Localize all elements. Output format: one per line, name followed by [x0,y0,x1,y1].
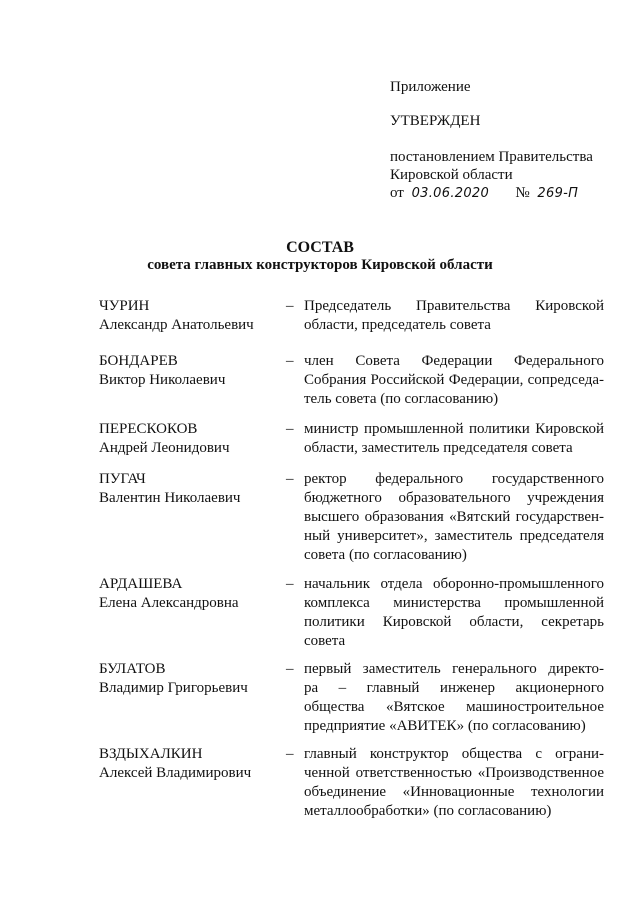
decree-date-row [390,184,578,203]
member-surname: АРДАШЕВА [99,576,183,592]
member-role-line: объединение «Инновационные технологии [304,784,604,800]
document-subtitle: совета главных конструкторов Кировской области [147,257,493,273]
member-role [304,575,604,651]
decree-line-1: постановлением Правительства [390,149,593,165]
member-role-line: политики Кировской области, секретарь [304,614,604,630]
member-name-block [99,420,279,458]
member-dash: – [286,576,294,592]
member-given-names: Александр Анатольевич [99,317,254,333]
member-role [304,420,604,458]
document-title: СОСТАВ [286,239,354,256]
member-surname: ЧУРИН [99,298,150,314]
member-role-line: комплекса министерства промышленной [304,595,604,611]
member-dash: – [286,661,294,677]
member-role-line: предприятие «АВИТЕК» (по согласованию) [304,718,586,734]
member-role-line: министр промышленной политики Кировской [304,421,604,437]
member-role-line: начальник отдела оборонно-промышленного [304,576,604,592]
member-role [304,470,604,565]
member-surname: ВЗДЫХАЛКИН [99,746,203,762]
decree-date: 03.06.2020 [411,186,490,201]
member-role [304,297,604,335]
member-role-line: тель совета (по согласованию) [304,391,499,407]
member-name-block [99,575,279,613]
member-given-names: Елена Александровна [99,595,239,611]
member-role-line: Председатель Правительства Кировской [304,298,604,314]
member-given-names: Андрей Леонидович [99,440,230,456]
member-dash: – [286,471,294,487]
member-role-line: член Совета Федерации Федерального [304,353,604,369]
member-surname: ПУГАЧ [99,471,146,487]
member-role [304,352,604,409]
member-given-names: Алексей Владимирович [99,765,252,781]
approved-label: УТВЕРЖДЕН [390,113,481,129]
member-role-line: первый заместитель генерального директо- [304,661,604,677]
member-name-block [99,470,279,508]
member-role-line: общества «Вятское машиностроительное [304,699,604,715]
member-role [304,745,604,821]
member-role-line: высшего образования «Вятский государствен- [304,509,604,525]
member-dash: – [286,353,294,369]
member-role-line: главный конструктор общества с ограни- [304,746,604,762]
member-dash: – [286,298,294,314]
decree-line-2: Кировской области [390,167,513,183]
decree-number: 269-П [537,186,579,201]
member-role-line: Собрания Российской Федерации, сопредседа- [304,372,604,388]
member-name-block [99,297,279,335]
member-surname: ПЕРЕСКОКОВ [99,421,198,437]
member-name-block [99,745,279,783]
member-role-line: ректор федерального государственного [304,471,604,487]
member-role-line: ра – главный инженер акционерного [304,680,604,696]
member-given-names: Валентин Николаевич [99,490,241,506]
member-role-line: совета [304,633,346,649]
member-role-line: ченной ответственностью «Производственное [304,765,604,781]
member-role-line: металлообработки» (по согласованию) [304,803,552,819]
member-name-block [99,660,279,698]
member-dash: – [286,746,294,762]
member-name-block [99,352,279,390]
member-role [304,660,604,736]
member-dash: – [286,421,294,437]
appendix-label: Приложение [390,79,471,95]
number-prefix: № [515,185,530,201]
member-role-line: совета (по согласованию) [304,547,467,563]
member-given-names: Владимир Григорьевич [99,680,248,696]
member-surname: БУЛАТОВ [99,661,166,677]
date-prefix: от [390,185,404,201]
member-surname: БОНДАРЕВ [99,353,178,369]
member-role-line: области, заместитель председателя совета [304,440,573,456]
member-role-line: ный университет», заместитель председателя [304,528,604,544]
member-role-line: области, председатель совета [304,317,491,333]
member-given-names: Виктор Николаевич [99,372,226,388]
member-role-line: бюджетного образовательного учреждения [304,490,604,506]
